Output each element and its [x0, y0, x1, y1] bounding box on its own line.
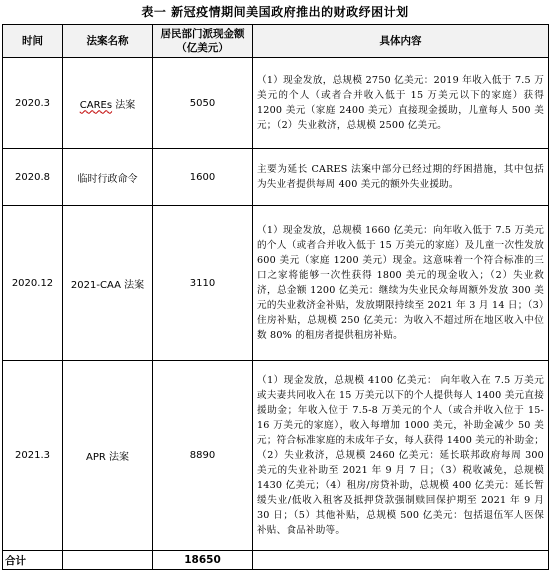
row-law-name	[63, 58, 153, 149]
law-name-text: CAREs	[79, 99, 113, 111]
total-blank	[63, 551, 153, 570]
header-amount: 居民部门派现金额（亿美元）	[153, 25, 253, 58]
row-content: （1）现金发放，总规模 1660 亿美元：向年收入低于 7.5 万美元的个人（或者合并收入低于 15 万美元的家庭）及儿童一次性发放 600 美元（家庭 1200 美元）现金。这意味着一个符合标准的三口之家将能够一次性获得 1800 美元的现金收入；（2）失业救济，总金额 1200 亿美元：继续为失业民众每周额外发放 300 美元的失业救济金补贴，发放期限持续至 2021 年 3 月 14 日；（3）住房补贴，总规模 250 亿美元：为收入不超过所在地区收入中位数 80% 的租房者提供租房补贴。	[253, 206, 549, 361]
table-row	[3, 361, 549, 551]
row-content: （1）现金发放，总规模 2750 亿美元：2019 年收入低于 7.5 万美元的个人（或者合并收入低于 15 万美元以下的家庭）获得 1200 美元（家庭 2400 美元）直接现金援助，儿童每人 500 美元；（2）失业救济，总规模 2500 亿美元。	[253, 58, 549, 149]
header-content: 具体内容	[253, 25, 549, 58]
row-content: （1）现金发放，总规模 4100 亿美元： 向年收入在 7.5 万美元或夫妻共同收入在 15 万美元以下的个人提供每人 1400 美元直接援助金；年收入位于 7.5-8 万美元的个人（或合并收入位于 15-16 万美元的家庭），收入每增加 1000 美元，补助金减少 50 美元；符合标准家庭的未成年子女，每人获得 1400 美元的补助金；（2）失业救济，总规模 2460 亿美元：延长联邦政府每周 300 美元的失业补助至 2021 年 9 月 7 日；（3）税收减免，总规模 1430 亿美元；（4）租房/房贷补助，总规模 400 亿美元：延长暂缓失业/低收入租客及抵押贷款强制赎回保护期至 2021 年 9 月 30 日；（5）其他补贴，总规模 500 亿美元：包括退伍军人医保补贴、食品补助等。	[253, 361, 549, 551]
row-time: 2020.8	[3, 149, 63, 206]
row-time: 2021.3	[3, 361, 63, 551]
total-content-blank	[253, 551, 549, 570]
row-law-name: 2021-CAA 法案	[63, 206, 153, 361]
header-law-name: 法案名称	[63, 25, 153, 58]
table-row	[3, 206, 549, 361]
row-amount: 8890	[153, 361, 253, 551]
row-time: 2020.12	[3, 206, 63, 361]
table-row	[3, 58, 549, 149]
row-amount: 1600	[153, 149, 253, 206]
header-time: 时间	[3, 25, 63, 58]
law-name-suffix: 法案	[112, 99, 136, 111]
header-row	[3, 25, 549, 58]
fiscal-relief-table	[2, 24, 549, 570]
table-row	[3, 149, 549, 206]
total-amount: 18650	[153, 551, 253, 570]
row-amount: 5050	[153, 58, 253, 149]
row-time: 2020.3	[3, 58, 63, 149]
row-law-name: 临时行政命令	[63, 149, 153, 206]
row-content: 主要为延长 CARES 法案中部分已经过期的纾困措施，其中包括为失业者提供每周 400 美元的额外失业援助。	[253, 149, 549, 206]
row-amount: 3110	[153, 206, 253, 361]
row-law-name: APR 法案	[63, 361, 153, 551]
total-row	[3, 551, 549, 570]
total-label: 合计	[3, 551, 63, 570]
table-title: 表一 新冠疫情期间美国政府推出的财政纾困计划	[141, 5, 409, 19]
